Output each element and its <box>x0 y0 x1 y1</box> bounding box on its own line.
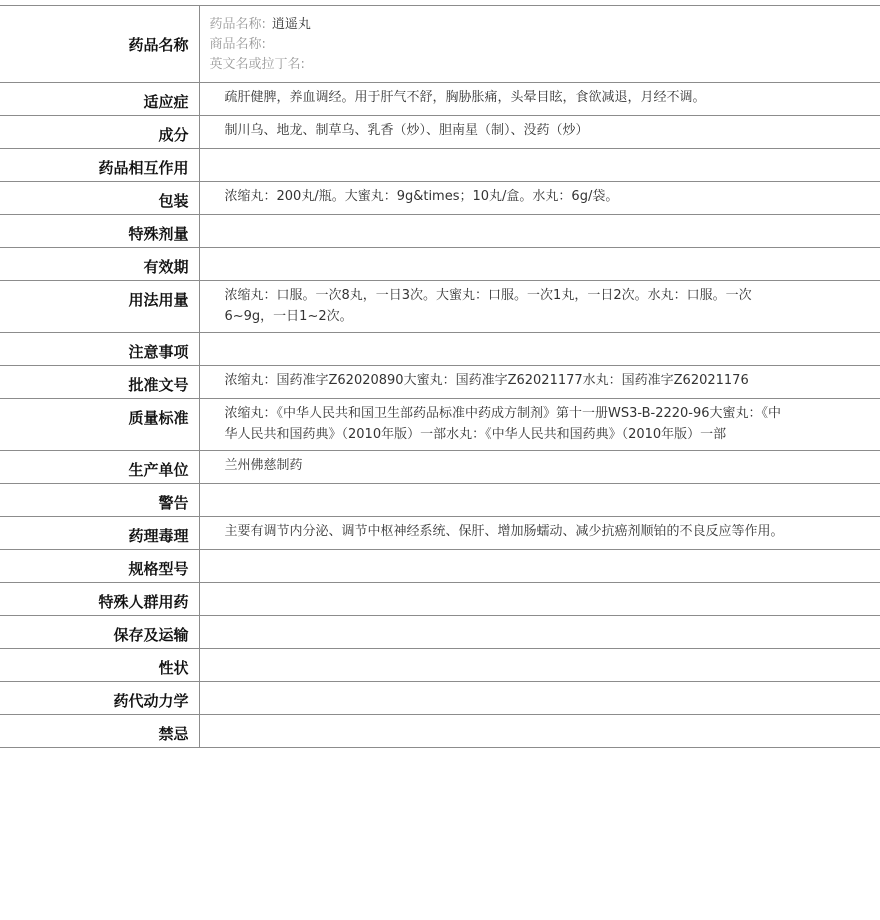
field-value: 制川乌、地龙、制草乌、乳香（炒）、胆南星（制）、没药（炒） <box>199 116 880 149</box>
field-label: 保存及运输 <box>0 616 199 649</box>
field-value <box>199 616 880 649</box>
drug-name-label: 药品名称 <box>0 6 199 83</box>
field-value <box>199 550 880 583</box>
info-row <box>0 215 880 248</box>
field-value: 浓缩丸：国药准字Z62020890大蜜丸：国药准字Z62021177水丸：国药准字Z62021176 <box>199 366 880 399</box>
info-row <box>0 281 880 333</box>
drug-name-row <box>0 6 880 83</box>
field-label: 适应症 <box>0 83 199 116</box>
field-value <box>199 215 880 248</box>
generic-name-label: 药品名称: <box>209 17 266 32</box>
info-row <box>0 517 880 550</box>
field-value <box>199 715 880 748</box>
info-row <box>0 333 880 366</box>
field-value: 主要有调节内分泌、调节中枢神经系统、保肝、增加肠蠕动、减少抗癌剂顺铂的不良反应等作用。 <box>199 517 880 550</box>
field-label: 禁忌 <box>0 715 199 748</box>
info-row <box>0 182 880 215</box>
info-row <box>0 399 880 451</box>
field-value <box>199 248 880 281</box>
field-label: 用法用量 <box>0 281 199 333</box>
info-row <box>0 616 880 649</box>
info-row <box>0 451 880 484</box>
generic-name-value: 逍遥丸 <box>271 17 311 32</box>
field-label: 特殊剂量 <box>0 215 199 248</box>
field-label: 药代动力学 <box>0 682 199 715</box>
field-value: 浓缩丸：200丸/瓶。大蜜丸：9g&times；10丸/盒。水丸：6g/袋。 <box>199 182 880 215</box>
field-value: 浓缩丸：《中华人民共和国卫生部药品标准中药成方制剂》第十一册WS3-B-2220-96大蜜丸：《中华人民共和国药典》（2010年版）一部水丸：《中华人民共和国药典》（2010年版）一部 <box>199 399 880 451</box>
field-value <box>199 649 880 682</box>
info-row <box>0 484 880 517</box>
field-value <box>199 333 880 366</box>
field-label: 注意事项 <box>0 333 199 366</box>
field-label: 规格型号 <box>0 550 199 583</box>
info-row <box>0 149 880 182</box>
drug-name-details <box>199 6 880 83</box>
field-value: 浓缩丸：口服。一次8丸，一日3次。大蜜丸：口服。一次1丸，一日2次。水丸：口服。一次6~9g，一日1~2次。 <box>199 281 880 333</box>
drug-info-sheet <box>0 5 880 748</box>
drug-info-table <box>0 5 880 748</box>
field-label: 特殊人群用药 <box>0 583 199 616</box>
info-row <box>0 715 880 748</box>
field-label: 药品相互作用 <box>0 149 199 182</box>
field-label: 药理毒理 <box>0 517 199 550</box>
field-label: 包装 <box>0 182 199 215</box>
field-value <box>199 682 880 715</box>
info-row <box>0 248 880 281</box>
field-value: 疏肝健脾，养血调经。用于肝气不舒，胸胁胀痛，头晕目眩，食欲减退，月经不调。 <box>199 83 880 116</box>
info-row <box>0 550 880 583</box>
info-row <box>0 116 880 149</box>
latin-name-label: 英文名或拉丁名: <box>209 57 305 72</box>
latin-name-line <box>210 55 871 75</box>
field-label: 有效期 <box>0 248 199 281</box>
field-label: 生产单位 <box>0 451 199 484</box>
field-label: 质量标准 <box>0 399 199 451</box>
field-label: 性状 <box>0 649 199 682</box>
info-row <box>0 366 880 399</box>
info-row <box>0 83 880 116</box>
field-value <box>199 583 880 616</box>
trade-name-line <box>210 35 871 55</box>
field-value <box>199 484 880 517</box>
field-label: 警告 <box>0 484 199 517</box>
generic-name-line <box>210 15 871 35</box>
trade-name-label: 商品名称: <box>209 37 266 52</box>
field-label: 成分 <box>0 116 199 149</box>
field-value <box>199 149 880 182</box>
info-row <box>0 682 880 715</box>
field-label: 批准文号 <box>0 366 199 399</box>
info-row <box>0 583 880 616</box>
field-value: 兰州佛慈制药 <box>199 451 880 484</box>
info-row <box>0 649 880 682</box>
